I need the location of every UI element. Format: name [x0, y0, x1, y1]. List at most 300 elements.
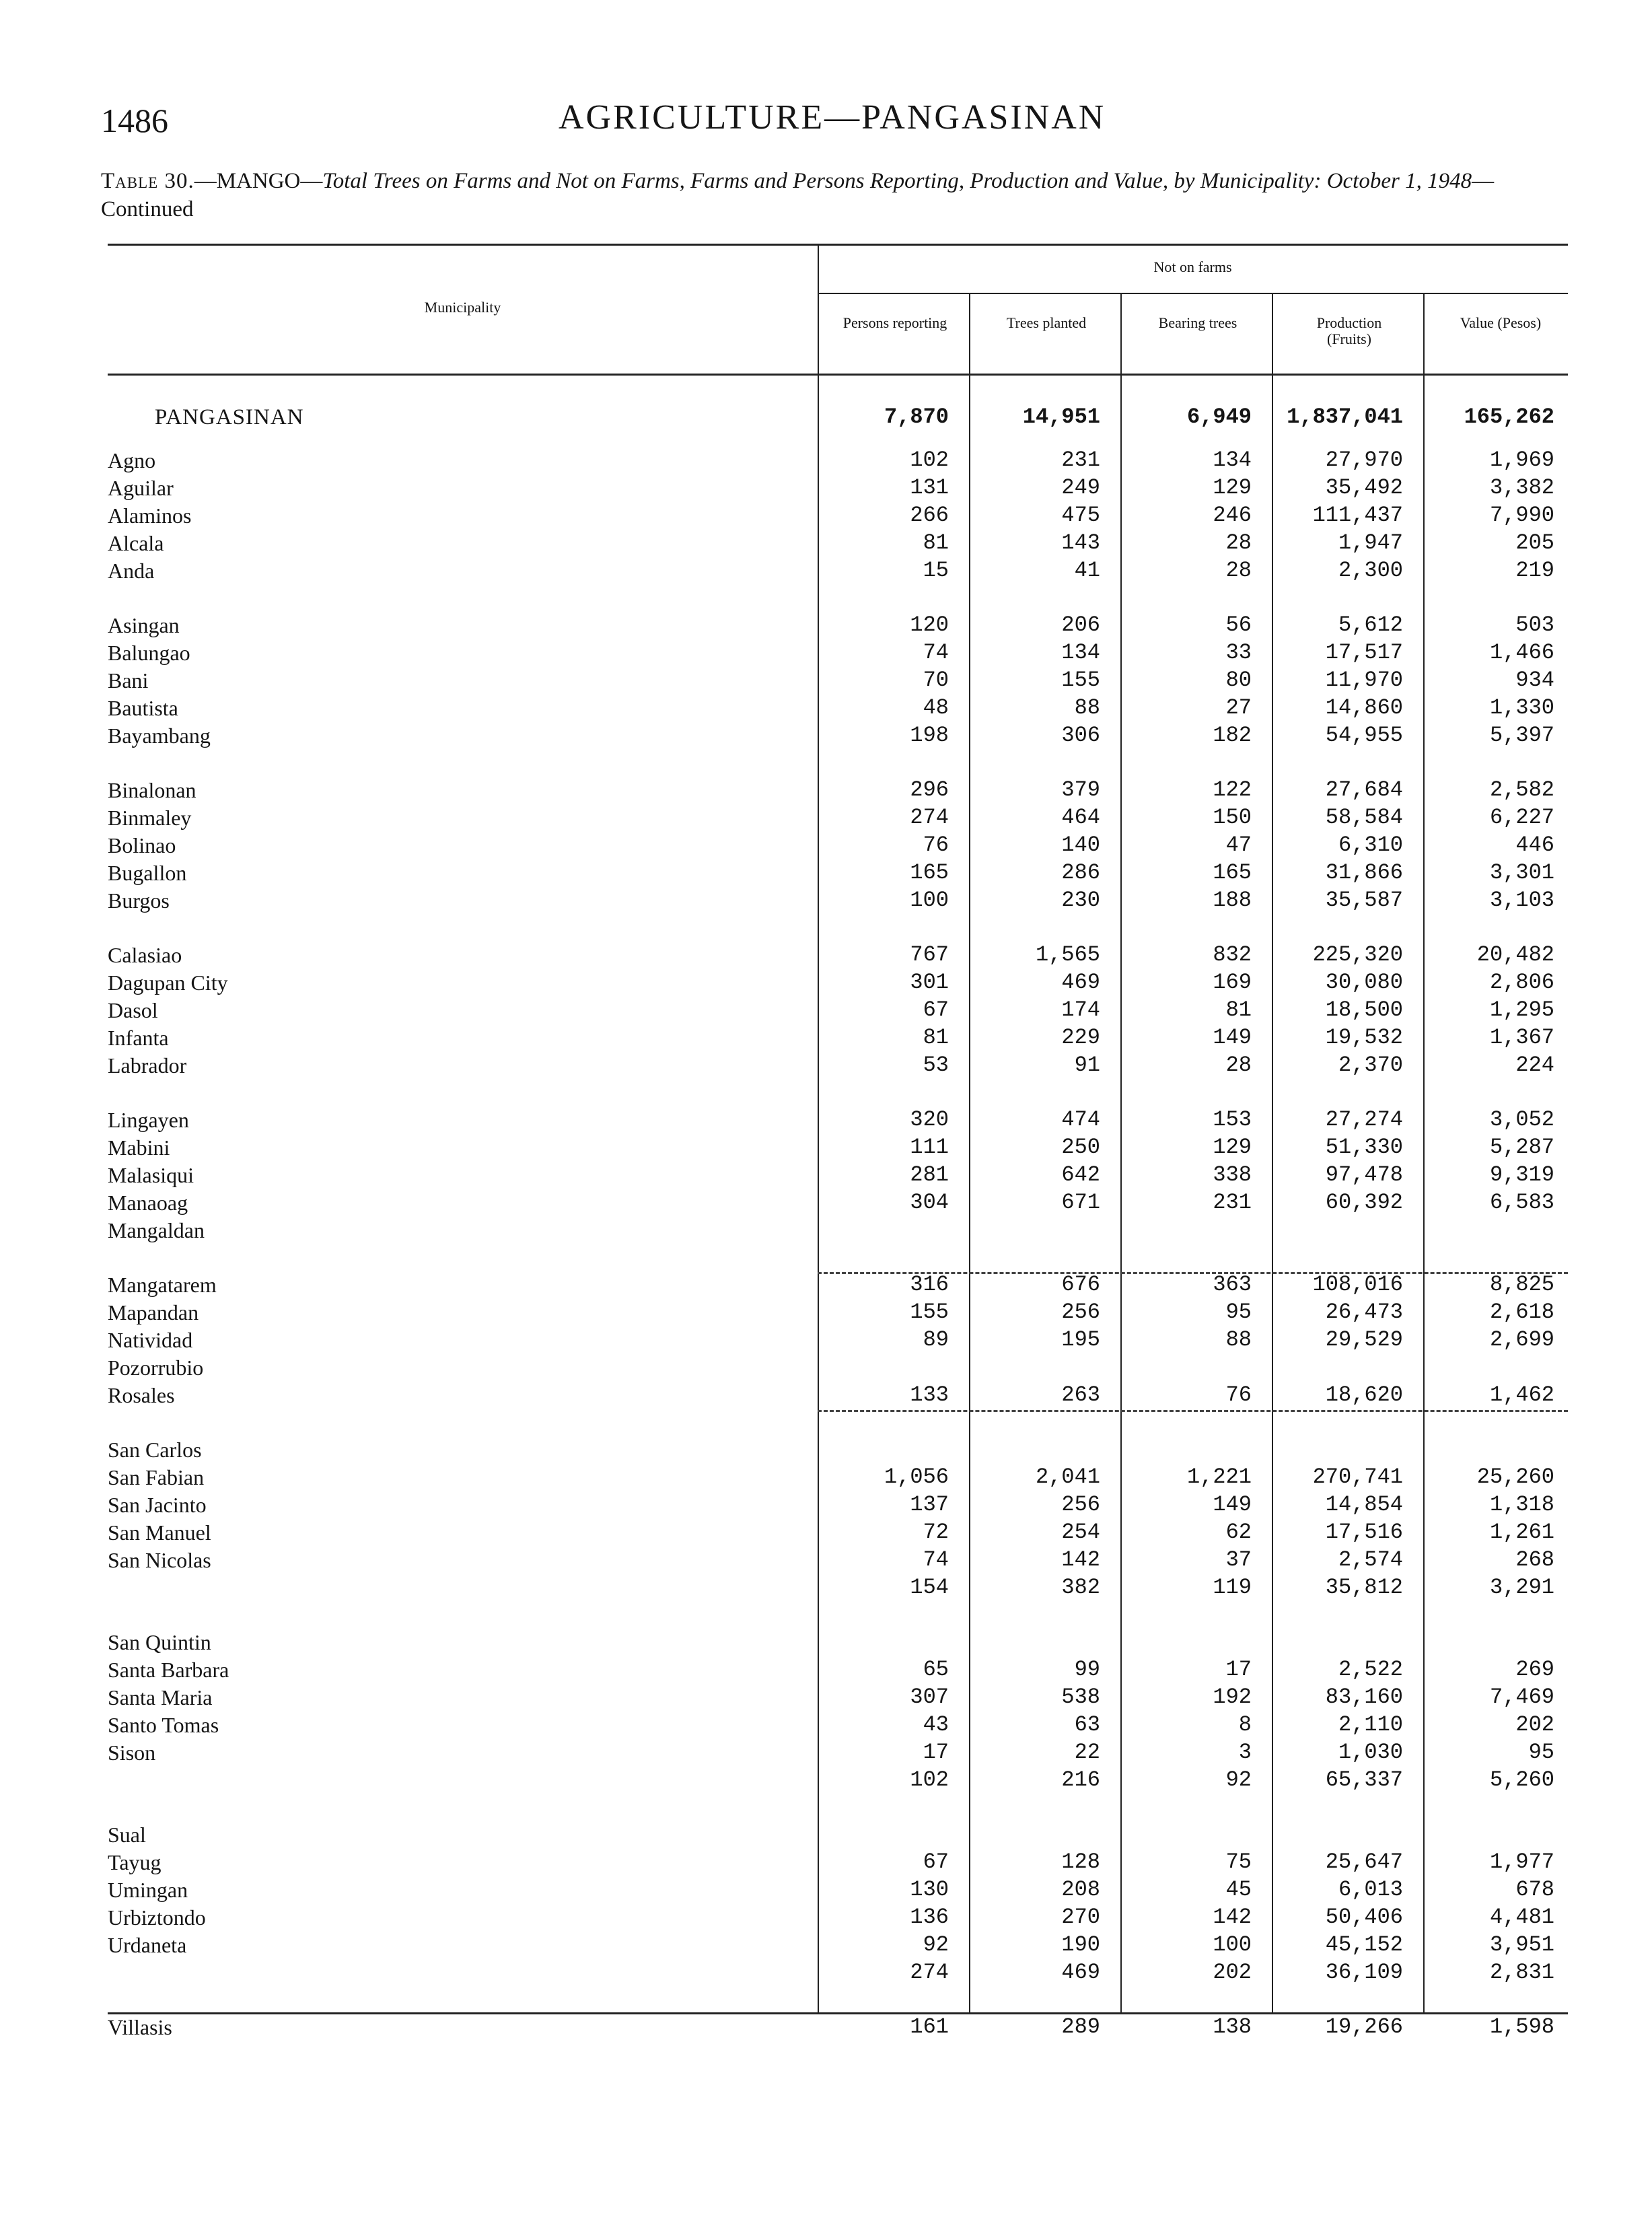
cell-bearing-trees: 80	[1225, 668, 1252, 693]
cell-persons-reporting: 767	[910, 942, 949, 967]
municipality-name	[108, 997, 814, 1025]
row-label-text: Urdaneta	[108, 1933, 190, 1957]
table-row	[108, 639, 1568, 668]
row-label-text: Tayug	[108, 1850, 166, 1874]
cell-value: 1,598	[1489, 2014, 1554, 2039]
table-row	[108, 1739, 1568, 1767]
cell-value: 2,582	[1489, 777, 1554, 802]
municipality-name	[108, 1821, 814, 1849]
cell-production: 31,866	[1325, 860, 1403, 885]
cell-trees-planted: 216	[1061, 1767, 1100, 1792]
cell-value: 503	[1515, 612, 1554, 637]
municipality-name	[108, 1134, 814, 1162]
cell-production: 225,320	[1312, 942, 1403, 967]
cell-value: 3,301	[1489, 860, 1554, 885]
table-caption	[101, 167, 1568, 223]
cell-persons-reporting: 281	[910, 1162, 949, 1187]
cell-trees-planted: 22	[1074, 1740, 1100, 1765]
cell-value: 1,330	[1489, 695, 1554, 720]
cell-bearing-trees: 37	[1225, 1547, 1252, 1572]
table-row	[108, 1024, 1568, 1053]
table-row	[108, 1629, 1568, 1657]
cell-value: 3,052	[1489, 1107, 1554, 1132]
row-label-text: Aguilar	[108, 476, 178, 500]
municipality-name	[108, 1656, 814, 1685]
table-row	[108, 695, 1568, 723]
cell-persons-reporting: 89	[923, 1327, 949, 1352]
municipality-name	[108, 1849, 814, 1877]
cell-persons-reporting: 74	[923, 1547, 949, 1572]
running-head: AGRICULTURE—PANGASINAN	[559, 98, 1106, 137]
cell-bearing-trees: 153	[1213, 1107, 1252, 1132]
cell-production: 2,110	[1338, 1712, 1403, 1737]
cell-production: 108,016	[1312, 1272, 1403, 1297]
cell-trees-planted: 464	[1061, 805, 1100, 830]
municipality-name	[108, 667, 814, 695]
cell-persons-reporting: 296	[910, 777, 949, 802]
cell-bearing-trees: 17	[1225, 1657, 1252, 1682]
cell-bearing-trees: 1,221	[1186, 1465, 1252, 1489]
table-row	[108, 777, 1568, 805]
cell-production: 97,478	[1325, 1162, 1403, 1187]
cell-bearing-trees: 129	[1213, 1135, 1252, 1160]
table-label: Table 30.	[101, 169, 194, 193]
cell-production: 11,970	[1325, 668, 1403, 693]
municipality-name	[108, 1491, 814, 1520]
cell-persons-reporting: 15	[923, 558, 949, 583]
cell-bearing-trees: 363	[1213, 1272, 1252, 1297]
cell-bearing-trees: 231	[1213, 1190, 1252, 1215]
cell-bearing-trees: 27	[1225, 695, 1252, 720]
cell-production: 25,647	[1325, 1849, 1403, 1874]
cell-value: 8,825	[1489, 1272, 1554, 1297]
cell-persons-reporting: 165	[910, 860, 949, 885]
cell-persons-reporting: 67	[923, 997, 949, 1022]
cell-bearing-trees: 142	[1213, 1905, 1252, 1930]
table-row	[108, 1134, 1568, 1162]
municipality-name	[108, 502, 814, 530]
cell-persons-reporting: 136	[910, 1905, 949, 1930]
cell-persons-reporting: 81	[923, 1025, 949, 1050]
cell-bearing-trees: 47	[1225, 833, 1252, 857]
cell-bearing-trees: 149	[1213, 1025, 1252, 1050]
cell-persons-reporting: 81	[923, 530, 949, 555]
table-row	[108, 1547, 1568, 1575]
row-label-text: Binmaley	[108, 806, 195, 830]
cell-persons-reporting: 70	[923, 668, 949, 693]
cell-production: 2,300	[1338, 558, 1403, 583]
row-label-text: Sual	[108, 1823, 150, 1847]
dashed-separator	[818, 1410, 1568, 1412]
cell-trees-planted: 249	[1061, 475, 1100, 500]
cell-bearing-trees: 62	[1225, 1520, 1252, 1545]
row-label-text: Manaoag	[108, 1191, 192, 1215]
cell-bearing-trees: 338	[1213, 1162, 1252, 1187]
cell-trees-planted: 1,565	[1035, 942, 1100, 967]
cell-value: 3,103	[1489, 888, 1554, 913]
municipality-name	[108, 1436, 814, 1465]
table-row	[108, 1106, 1568, 1135]
cell-production: 45,152	[1325, 1932, 1403, 1957]
cell-trees-planted: 174	[1061, 997, 1100, 1022]
cell-value: 5,397	[1489, 723, 1554, 748]
municipality-name	[108, 1464, 814, 1492]
dashed-separator	[818, 1272, 1568, 1274]
cell-value: 1,969	[1489, 448, 1554, 472]
cell-persons-reporting: 67	[923, 1849, 949, 1874]
cell-production: 18,500	[1325, 997, 1403, 1022]
cell-value: 2,806	[1489, 970, 1554, 995]
table-row	[108, 447, 1568, 475]
row-label-text: Bautista	[108, 696, 182, 720]
cell-trees-planted: 306	[1061, 723, 1100, 748]
cell-persons-reporting: 154	[910, 1575, 949, 1600]
cell-bearing-trees: 202	[1213, 1960, 1252, 1985]
row-label-text: Infanta	[108, 1026, 173, 1050]
cell-trees-planted: 190	[1061, 1932, 1100, 1957]
row-label-text: Agno	[108, 448, 159, 472]
table-row	[108, 1436, 1568, 1465]
cell-production: 1,837,041	[1287, 404, 1403, 429]
cell-trees-planted: 143	[1061, 530, 1100, 555]
cell-value: 5,260	[1489, 1767, 1554, 1792]
municipality-name	[108, 832, 814, 860]
cell-production: 17,517	[1325, 640, 1403, 665]
cell-persons-reporting: 130	[910, 1877, 949, 1902]
municipality-name	[108, 1519, 814, 1547]
row-label-text: Binalonan	[108, 778, 201, 802]
row-label-text: San Carlos	[108, 1438, 206, 1462]
cell-persons-reporting: 74	[923, 640, 949, 665]
municipality-name	[108, 530, 814, 558]
cell-bearing-trees: 56	[1225, 612, 1252, 637]
row-label-text: San Fabian	[108, 1465, 208, 1489]
table-row	[108, 502, 1568, 530]
cell-value: 1,462	[1489, 1382, 1554, 1407]
row-label-text: Bani	[108, 668, 152, 693]
row-label-text: San Jacinto	[108, 1493, 211, 1517]
municipality-name	[108, 1271, 814, 1300]
cell-persons-reporting: 72	[923, 1520, 949, 1545]
cell-production: 1,030	[1338, 1740, 1403, 1765]
table-row	[108, 1519, 1568, 1547]
cell-trees-planted: 254	[1061, 1520, 1100, 1545]
cell-persons-reporting: 266	[910, 503, 949, 528]
municipality-name	[108, 1932, 814, 1960]
table-row	[108, 557, 1568, 586]
row-label-text: Mangaldan	[108, 1218, 209, 1242]
cell-trees-planted: 231	[1061, 448, 1100, 472]
table-row	[108, 530, 1568, 558]
cell-value: 20,482	[1476, 942, 1554, 967]
cell-value: 269	[1515, 1657, 1554, 1682]
table-row	[108, 1767, 1568, 1795]
cell-persons-reporting: 76	[923, 833, 949, 857]
cell-trees-planted: 256	[1061, 1300, 1100, 1325]
table-row	[108, 2014, 1568, 2042]
table-title: Total Trees on Farms and Not on Farms, Farms and Persons Reporting, Production and Value, by Municipality: October 1, 1948	[322, 169, 1472, 193]
continued-note: —Continued	[101, 169, 1495, 221]
cell-bearing-trees: 28	[1225, 558, 1252, 583]
municipality-name	[108, 1547, 814, 1575]
cell-persons-reporting: 100	[910, 888, 949, 913]
table-top-rule	[108, 244, 1568, 246]
cell-bearing-trees: 92	[1225, 1767, 1252, 1792]
row-label-text: Sison	[108, 1740, 159, 1765]
municipality-name	[108, 1712, 814, 1740]
cell-value: 2,618	[1489, 1300, 1554, 1325]
municipality-name	[108, 777, 814, 805]
stub-header: Municipality	[424, 299, 501, 316]
cell-value: 6,227	[1489, 805, 1554, 830]
cell-value: 3,291	[1489, 1575, 1554, 1600]
table-row	[108, 1821, 1568, 1849]
cell-production: 17,516	[1325, 1520, 1403, 1545]
row-label-text: Mapandan	[108, 1300, 203, 1325]
cell-bearing-trees: 81	[1225, 997, 1252, 1022]
cell-trees-planted: 140	[1061, 833, 1100, 857]
cell-value: 446	[1515, 833, 1554, 857]
row-label-text: Bolinao	[108, 833, 180, 857]
cell-production: 270,741	[1312, 1465, 1403, 1489]
municipality-name	[108, 1904, 814, 1932]
row-label-text: Alcala	[108, 531, 168, 555]
cell-trees-planted: 99	[1074, 1657, 1100, 1682]
table-row	[108, 1904, 1568, 1932]
cell-production: 83,160	[1325, 1685, 1403, 1709]
cell-value: 1,367	[1489, 1025, 1554, 1050]
crop-name: —MANGO—	[194, 169, 323, 193]
row-label-text: Labrador	[108, 1053, 190, 1078]
cell-value: 1,295	[1489, 997, 1554, 1022]
row-label-text: Bayambang	[108, 724, 215, 748]
table-row	[108, 1849, 1568, 1877]
table-row	[108, 1712, 1568, 1740]
table-row	[108, 1354, 1568, 1382]
municipality-name	[108, 1052, 814, 1080]
cell-bearing-trees: 150	[1213, 805, 1252, 830]
table-row	[108, 1684, 1568, 1712]
table-row	[108, 832, 1568, 860]
table-row	[108, 1217, 1568, 1245]
cell-production: 6,013	[1338, 1877, 1403, 1902]
row-label-text: Malasiqui	[108, 1163, 198, 1187]
cell-trees-planted: 2,041	[1035, 1465, 1100, 1489]
row-label-text: Burgos	[108, 888, 174, 913]
table-row	[108, 804, 1568, 833]
table-row	[108, 1959, 1568, 1987]
col-header-persons-reporting: Persons reporting	[842, 314, 947, 331]
cell-value: 6,583	[1489, 1190, 1554, 1215]
header-bottom-rule	[108, 374, 1568, 376]
cell-trees-planted: 155	[1061, 668, 1100, 693]
cell-production: 111,437	[1312, 503, 1403, 528]
municipality-name	[108, 1299, 814, 1327]
cell-trees-planted: 128	[1061, 1849, 1100, 1874]
municipality-name	[108, 1189, 814, 1218]
cell-trees-planted: 206	[1061, 612, 1100, 637]
cell-trees-planted: 474	[1061, 1107, 1100, 1132]
cell-trees-planted: 286	[1061, 860, 1100, 885]
cell-trees-planted: 91	[1074, 1053, 1100, 1078]
municipality-name	[108, 1024, 814, 1053]
cell-persons-reporting: 137	[910, 1492, 949, 1517]
total-row	[108, 404, 1568, 432]
cell-value: 165,262	[1464, 404, 1554, 429]
municipality-name	[108, 1217, 814, 1245]
cell-value: 7,469	[1489, 1685, 1554, 1709]
cell-persons-reporting: 131	[910, 475, 949, 500]
municipality-name	[108, 1629, 814, 1657]
group-header-rule	[818, 293, 1568, 294]
cell-value: 2,699	[1489, 1327, 1554, 1352]
cell-persons-reporting: 320	[910, 1107, 949, 1132]
col-header-bearing-trees: Bearing trees	[1158, 314, 1237, 331]
cell-persons-reporting: 316	[910, 1272, 949, 1297]
cell-bearing-trees: 8	[1238, 1712, 1252, 1737]
cell-bearing-trees: 246	[1213, 503, 1252, 528]
row-label-text: San Quintin	[108, 1630, 215, 1654]
cell-bearing-trees: 832	[1213, 942, 1252, 967]
cell-persons-reporting: 133	[910, 1382, 949, 1407]
table-row	[108, 667, 1568, 695]
table-row	[108, 474, 1568, 503]
cell-persons-reporting: 304	[910, 1190, 949, 1215]
cell-production: 27,970	[1325, 448, 1403, 472]
municipality-name	[108, 1739, 814, 1767]
cell-trees-planted: 63	[1074, 1712, 1100, 1737]
cell-bearing-trees: 165	[1213, 860, 1252, 885]
table-row	[108, 859, 1568, 888]
cell-production: 58,584	[1325, 805, 1403, 830]
table-row	[108, 1932, 1568, 1960]
row-label-text: Santo Tomas	[108, 1713, 223, 1737]
table-row	[108, 1327, 1568, 1355]
cell-production: 50,406	[1325, 1905, 1403, 1930]
cell-production: 14,860	[1325, 695, 1403, 720]
row-label-text: Mangatarem	[108, 1273, 221, 1297]
cell-trees-planted: 469	[1061, 970, 1100, 995]
cell-value: 934	[1515, 668, 1554, 693]
cell-value: 3,382	[1489, 475, 1554, 500]
cell-trees-planted: 250	[1061, 1135, 1100, 1160]
cell-value: 202	[1515, 1712, 1554, 1737]
row-label-text: Calasiao	[108, 943, 186, 967]
cell-trees-planted: 230	[1061, 888, 1100, 913]
row-label-text: Bugallon	[108, 861, 190, 885]
cell-bearing-trees: 138	[1213, 2014, 1252, 2039]
table-row	[108, 1271, 1568, 1300]
municipality-name	[108, 695, 814, 723]
cell-bearing-trees: 45	[1225, 1877, 1252, 1902]
cell-bearing-trees: 28	[1225, 530, 1252, 555]
table-row	[108, 1464, 1568, 1492]
cell-persons-reporting: 102	[910, 1767, 949, 1792]
row-label-text: Mabini	[108, 1135, 174, 1160]
cell-value: 219	[1515, 558, 1554, 583]
cell-value: 268	[1515, 1547, 1554, 1572]
cell-value: 5,287	[1489, 1135, 1554, 1160]
cell-production: 35,492	[1325, 475, 1403, 500]
cell-bearing-trees: 192	[1213, 1685, 1252, 1709]
municipality-name	[108, 1162, 814, 1190]
cell-trees-planted: 475	[1061, 503, 1100, 528]
cell-production: 1,947	[1338, 530, 1403, 555]
col-header-production: Production (Fruits)	[1316, 314, 1382, 347]
cell-production: 30,080	[1325, 970, 1403, 995]
col-header-value: Value (Pesos)	[1460, 314, 1542, 331]
cell-persons-reporting: 65	[923, 1657, 949, 1682]
cell-bearing-trees: 76	[1225, 1382, 1252, 1407]
table-row	[108, 997, 1568, 1025]
cell-production: 27,684	[1325, 777, 1403, 802]
group-header: Not on farms	[1153, 258, 1232, 275]
row-label-text: San Nicolas	[108, 1548, 215, 1572]
cell-trees-planted: 289	[1061, 2014, 1100, 2039]
cell-value: 25,260	[1476, 1465, 1554, 1489]
cell-production: 26,473	[1325, 1300, 1403, 1325]
municipality-name	[108, 1327, 814, 1355]
cell-bearing-trees: 100	[1213, 1932, 1252, 1957]
cell-production: 2,522	[1338, 1657, 1403, 1682]
table-row	[108, 1299, 1568, 1327]
cell-trees-planted: 538	[1061, 1685, 1100, 1709]
row-label-text: Lingayen	[108, 1108, 193, 1132]
cell-bearing-trees: 28	[1225, 1053, 1252, 1078]
cell-value: 678	[1515, 1877, 1554, 1902]
municipality-name	[108, 2014, 814, 2042]
cell-value: 2,831	[1489, 1960, 1554, 1985]
cell-production: 6,310	[1338, 833, 1403, 857]
cell-value: 4,481	[1489, 1905, 1554, 1930]
municipality-name	[108, 1106, 814, 1135]
cell-bearing-trees: 149	[1213, 1492, 1252, 1517]
municipality-name	[108, 1876, 814, 1905]
row-label-text: Balungao	[108, 641, 194, 665]
cell-value: 205	[1515, 530, 1554, 555]
municipality-name	[108, 474, 814, 503]
row-label-text: Dasol	[108, 998, 162, 1022]
cell-production: 2,574	[1338, 1547, 1403, 1572]
cell-bearing-trees: 75	[1225, 1849, 1252, 1874]
row-label-text: Alaminos	[108, 503, 195, 528]
municipality-name	[108, 1382, 814, 1410]
cell-production: 19,532	[1325, 1025, 1403, 1050]
municipality-name	[108, 969, 814, 997]
row-label-text: Asingan	[108, 613, 184, 637]
cell-trees-planted: 229	[1061, 1025, 1100, 1050]
cell-value: 224	[1515, 1053, 1554, 1078]
cell-production: 35,812	[1325, 1575, 1403, 1600]
cell-value: 1,466	[1489, 640, 1554, 665]
table-row	[108, 969, 1568, 997]
cell-trees-planted: 382	[1061, 1575, 1100, 1600]
cell-persons-reporting: 48	[923, 695, 949, 720]
cell-production: 35,587	[1325, 888, 1403, 913]
municipality-name	[108, 1354, 814, 1382]
cell-bearing-trees: 188	[1213, 888, 1252, 913]
table-row	[108, 887, 1568, 915]
table-row	[108, 722, 1568, 750]
cell-persons-reporting: 307	[910, 1685, 949, 1709]
cell-trees-planted: 134	[1061, 640, 1100, 665]
cell-value: 95	[1528, 1740, 1554, 1765]
row-label-text: San Manuel	[108, 1520, 215, 1545]
cell-bearing-trees: 122	[1213, 777, 1252, 802]
cell-production: 51,330	[1325, 1135, 1403, 1160]
row-label-text: Umingan	[108, 1878, 192, 1902]
cell-persons-reporting: 53	[923, 1053, 949, 1078]
